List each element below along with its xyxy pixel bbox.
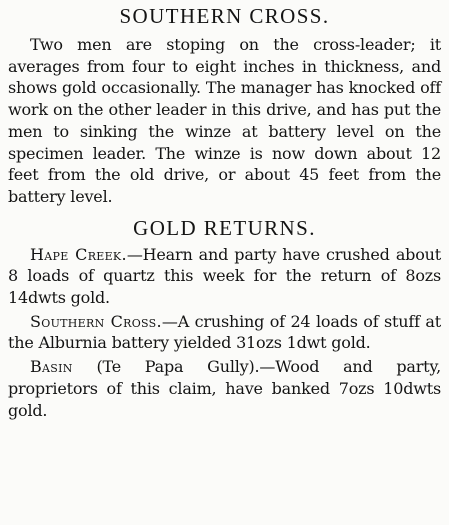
section-title: GOLD RETURNS. [133,215,316,240]
return-item-text: —Hearn and party have crushed about 8 loads of quartz this week for the return of 8ozs 14dwts gold. [8,244,441,308]
return-item-text: (Te Papa Gully).—Wood and party, proprietors of this claim, have banked 7ozs 10dwts gold. [8,357,441,420]
article-body: Two men are stoping on the cross-leader; it averages from four to eight inches in thickness, and shows gold occasionally. The manager has knocked off work on the other leader in this drive, and has put the men to sinking the winze at battery level on the specimen leader. The winze is now down about 12 feet from the old drive, or about 45 feet from the battery level. [8,35,441,206]
article-title: SOUTHERN CROSS. [119,4,330,28]
return-item-name: Southern Cross. [30,311,162,331]
return-item [8,311,441,354]
return-item-text: —A crushing of 24 loads of stuff at the Alburnia battery yielded 31ozs 1dwt gold. [8,311,441,353]
return-item [8,244,441,309]
return-item-name: Hape Creek. [30,244,127,264]
return-item-name: Basin [30,357,73,377]
return-item [8,356,441,421]
